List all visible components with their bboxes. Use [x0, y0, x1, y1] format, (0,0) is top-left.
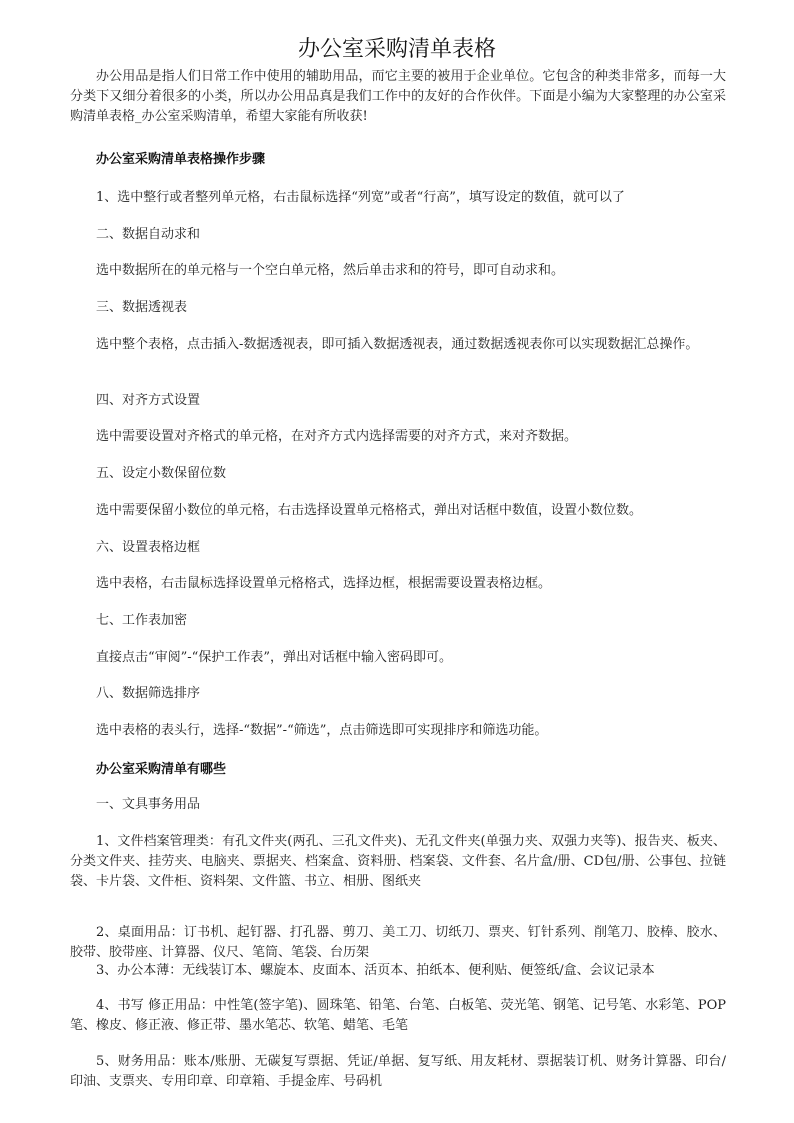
document-title: 办公室采购清单表格 — [297, 37, 496, 62]
step-paragraph: 选中数据所在的单元格与一个空白单元格，然后单击求和的符号，即可自动求和。 — [96, 263, 565, 278]
list-item: 5、财务用品：账本/账册、无碳复写票据、凭证/单据、复写纸、用友耗材、票据装订机、财务计算器、印台/印油、支票夹、专用印章、印章箱、手提金库、号码机 — [70, 1054, 726, 1089]
list-item: 2、桌面用品：订书机、起钉器、打孔器、剪刀、美工刀、切纸刀、票夹、钉针系列、削笔刀、胶棒、胶水、胶带、胶带座、计算器、仪尺、笔筒、笔袋、台历架 — [70, 925, 726, 960]
step-paragraph: 选中需要保留小数位的单元格，右击选择设置单元格格式，弹出对话框中数值，设置小数位数。 — [96, 503, 643, 518]
step-paragraph: 选中表格，右击鼠标选择设置单元格格式，选择边框，根据需要设置表格边框。 — [96, 576, 552, 591]
step-heading: 三、数据透视表 — [96, 300, 188, 315]
section-heading-list: 办公室采购清单有哪些 — [96, 762, 227, 777]
intro-paragraph: 办公用品是指人们日常工作中使用的辅助用品，而它主要的被用于企业单位。它包含的种类非常多，而每一大分类下又细分着很多的小类，所以办公用品真是我们工作中的友好的合作伙伴。下面是小编为大家整理的办公室采购清单表格_办公室采购清单，希望大家能有所收获! — [70, 69, 726, 124]
list-item: 4、书写 修正用品：中性笔(签字笔)、圆珠笔、铅笔、台笔、白板笔、荧光笔、钢笔、记号笔、水彩笔、POP笔、橡皮、修正液、修正带、墨水笔芯、软笔、蜡笔、毛笔 — [70, 998, 726, 1033]
step-paragraph: 选中整个表格，点击插入-数据透视表，即可插入数据透视表，通过数据透视表你可以实现数据汇总操作。 — [96, 337, 699, 352]
list-category-heading: 一、文具事务用品 — [96, 797, 201, 812]
step-heading: 七、工作表加密 — [96, 613, 188, 628]
section-heading-steps: 办公室采购清单表格操作步骤 — [96, 152, 266, 167]
step-heading: 四、对齐方式设置 — [96, 393, 201, 408]
step-paragraph: 选中表格的表头行，选择-“数据”-“筛选”，点击筛选即可实现排序和筛选功能。 — [96, 723, 548, 738]
step-heading: 二、数据自动求和 — [96, 227, 201, 242]
list-item: 3、办公本薄：无线装订本、螺旋本、皮面本、活页本、拍纸本、便利贴、便签纸/盒、会议记录本 — [96, 963, 655, 978]
step-heading: 八、数据筛选排序 — [96, 686, 201, 701]
list-item: 1、文件档案管理类：有孔文件夹(两孔、三孔文件夹)、无孔文件夹(单强力夹、双强力夹等)、报告夹、板夹、分类文件夹、挂劳夹、电脑夹、票据夹、档案盒、资料册、档案袋、文件套、名片盒/册、CD包/册、公事包、拉链袋、卡片袋、文件柜、资料架、文件篮、书立、相册、图纸夹 — [70, 834, 726, 889]
step-paragraph: 直接点击“审阅”-“保护工作表”，弹出对话框中输入密码即可。 — [96, 650, 452, 665]
step-paragraph: 选中需要设置对齐格式的单元格，在对齐方式内选择需要的对齐方式，来对齐数据。 — [96, 429, 578, 444]
step-heading: 六、设置表格边框 — [96, 540, 201, 555]
step-heading: 五、设定小数保留位数 — [96, 466, 227, 481]
step-paragraph: 1、选中整行或者整列单元格，右击鼠标选择“列宽”或者“行高”，填写设定的数值，就可以了 — [96, 190, 625, 205]
